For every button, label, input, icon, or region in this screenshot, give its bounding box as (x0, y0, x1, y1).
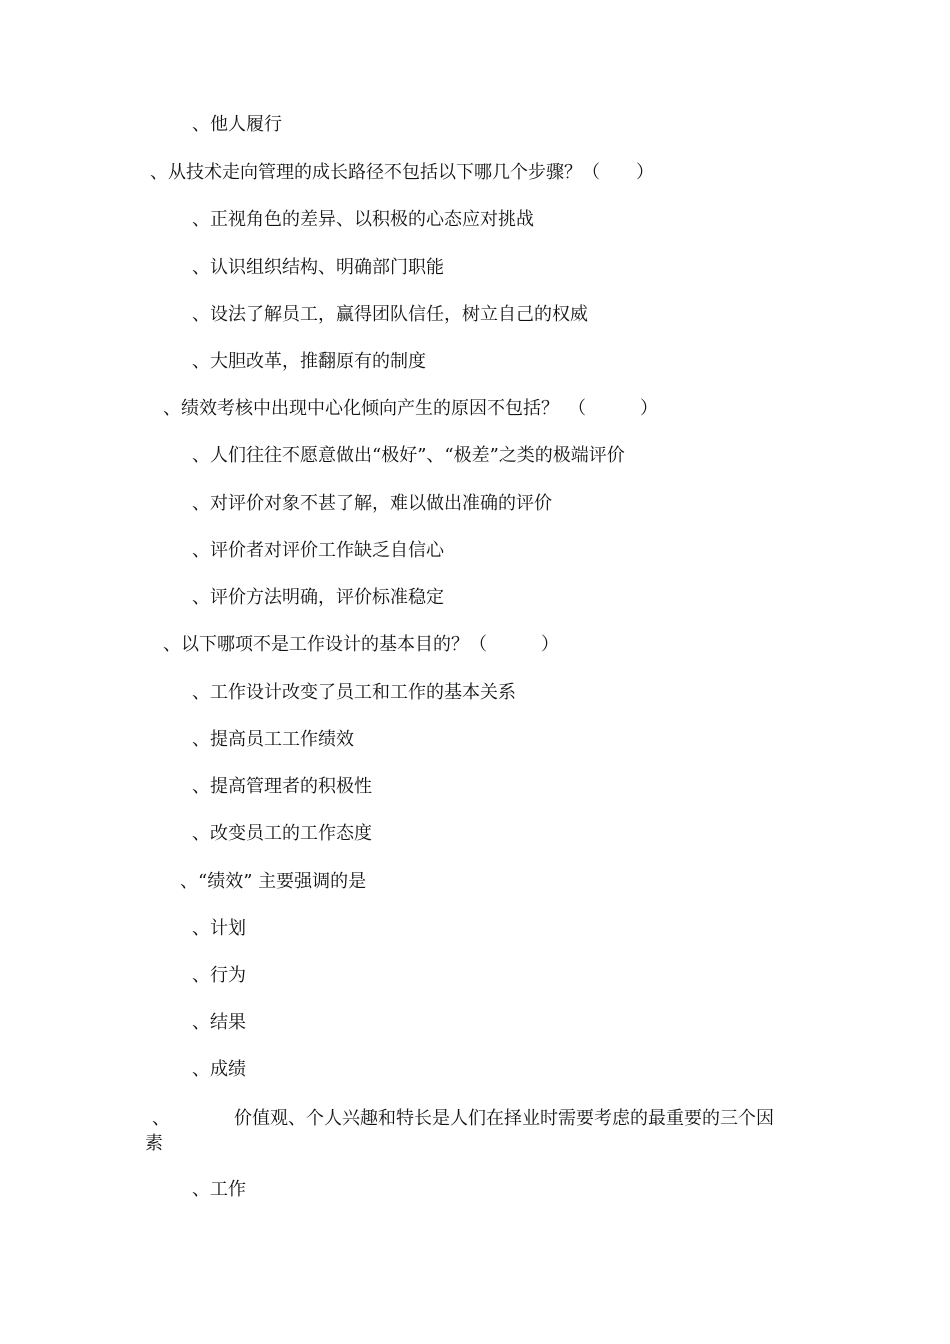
option-text: 、成绩 (192, 1059, 246, 1080)
question-text: 、绩效考核中出现中心化倾向产生的原因不包括？ （ ） (163, 398, 658, 419)
option-text: 、计划 (192, 918, 246, 939)
question-text: 、从技术走向管理的成长路径不包括以下哪几个步骤？（ ） (150, 162, 654, 183)
option-text: 、他人履行 (192, 114, 282, 135)
option-text: 、提高管理者的积极性 (192, 776, 372, 797)
option-text: 、结果 (192, 1012, 246, 1033)
question-text: 、“绩效” 主要强调的是 (180, 871, 367, 892)
option-text: 、工作 (192, 1179, 246, 1200)
option-text: 、改变员工的工作态度 (192, 823, 372, 844)
option-text: 、人们往往不愿意做出“极好”、“极差”之类的极端评价 (192, 445, 625, 466)
question-number-mark: 、 (152, 1108, 170, 1129)
option-text: 、大胆改革，推翻原有的制度 (192, 351, 426, 372)
question-text: 、以下哪项不是工作设计的基本目的？（ ） (163, 634, 559, 655)
option-text: 、评价者对评价工作缺乏自信心 (192, 540, 444, 561)
option-text: 、行为 (192, 965, 246, 986)
option-text: 、工作设计改变了员工和工作的基本关系 (192, 682, 516, 703)
option-text: 、评价方法明确，评价标准稳定 (192, 587, 444, 608)
option-text: 、认识组织结构、明确部门职能 (192, 257, 444, 278)
question-text: 价值观、个人兴趣和特长是人们在择业时需要考虑的最重要的三个因 (234, 1108, 774, 1129)
question-text-wrap: 素 (145, 1133, 163, 1154)
option-text: 、对评价对象不甚了解，难以做出准确的评价 (192, 493, 552, 514)
option-text: 、提高员工工作绩效 (192, 729, 354, 750)
option-text: 、设法了解员工，赢得团队信任，树立自己的权威 (192, 304, 588, 325)
option-text: 、正视角色的差异、以积极的心态应对挑战 (192, 209, 534, 230)
